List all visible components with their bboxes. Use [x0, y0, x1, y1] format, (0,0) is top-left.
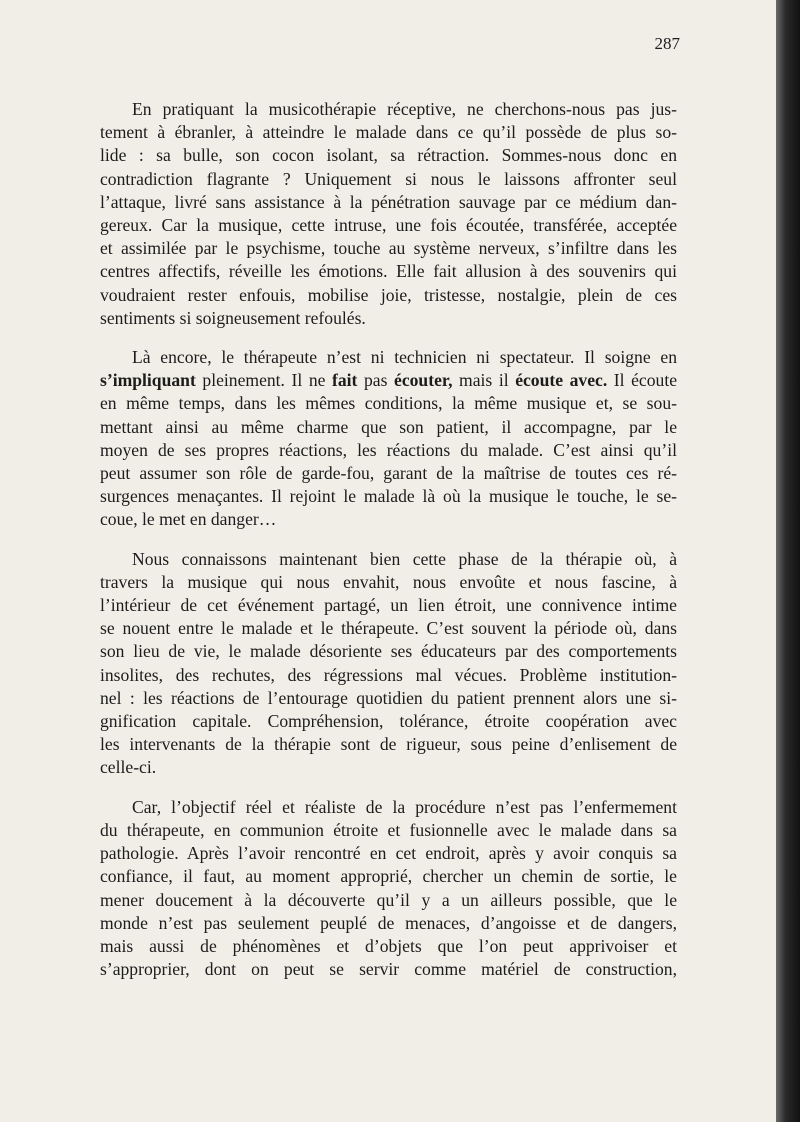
- text-line: mais aussi de phénomènes et d’objets que l’on peut apprivoiser et: [100, 935, 677, 956]
- text-line: Car, l’objectif réel et réaliste de la procédure n’est pas l’enfermement: [132, 796, 677, 817]
- text-line: surgences menaçantes. Il rejoint le malade là où la musique le touche, le se-: [100, 486, 677, 507]
- text-line: s’approprier, dont on peut se servir comme matériel de construction,: [100, 959, 677, 980]
- text-line: l’intérieur de cet événement partagé, un lien étroit, une connivence intime: [100, 595, 677, 616]
- text-fragment: pas: [357, 370, 395, 391]
- paragraph-3: [100, 548, 677, 780]
- emphasis-text: s’impliquant: [100, 370, 196, 391]
- text-line: monde n’est pas seulement peuplé de menaces, d’angoisse et de dangers,: [100, 912, 677, 933]
- paragraph-4: [100, 796, 677, 982]
- text-line: se nouent entre le malade et le thérapeute. C’est souvent la période où, dans: [100, 618, 677, 639]
- paragraph-2: [100, 346, 677, 532]
- text-line: nel : les réactions de l’entourage quotidien du patient prennent alors une si-: [100, 687, 677, 708]
- text-line: l’attaque, livré sans assistance à la pénétration sauvage par ce médium dan-: [100, 191, 677, 212]
- page-number: 287: [654, 34, 680, 53]
- text-line: tement à ébranler, à atteindre le malade dans ce qu’il possède de plus so-: [100, 122, 677, 143]
- text-line: peut assumer son rôle de garde-fou, garant de la maîtrise de toutes ces ré-: [100, 463, 677, 484]
- text-line: insolites, des rechutes, des régressions mal vécues. Problème institution-: [100, 664, 677, 685]
- text-line: moyen de ses propres réactions, les réactions du malade. C’est ainsi qu’il: [100, 439, 677, 460]
- emphasis-text: fait: [332, 370, 358, 391]
- text-line: lide : sa bulle, son cocon isolant, sa rétraction. Sommes-nous donc en: [100, 145, 677, 166]
- text-line: du thérapeute, en communion étroite et fusionnelle avec le malade dans sa: [100, 819, 677, 840]
- text-line: voudraient rester enfouis, mobilise joie, tristesse, nostalgie, plein de ces: [100, 284, 677, 305]
- text-line: centres affectifs, réveille les émotions. Elle fait allusion à des souvenirs qui: [100, 261, 677, 282]
- paragraph-1: [100, 98, 677, 330]
- text-line: en même temps, dans les mêmes conditions, la même musique et, se sou-: [100, 393, 677, 414]
- body-text: [100, 98, 677, 997]
- emphasis-text: écouter,: [394, 370, 453, 391]
- text-fragment: mais il: [452, 370, 516, 391]
- text-line: et assimilée par le psychisme, touche au système nerveux, s’infiltre dans les: [100, 238, 677, 259]
- page-edge-shadow: [776, 0, 800, 1122]
- text-line: gereux. Car la musique, cette intruse, une fois écoutée, transférée, acceptée: [100, 215, 677, 236]
- text-line: celle-ci.: [100, 757, 157, 778]
- text-line-with-emphasis: [100, 369, 677, 392]
- text-line: sentiments si soigneusement refoulés.: [100, 307, 366, 328]
- text-line: contradiction flagrante ? Uniquement si nous le laissons affronter seul: [100, 168, 677, 189]
- text-line: les intervenants de la thérapie sont de rigueur, sous peine d’enlisement de: [100, 734, 677, 755]
- text-fragment: pleinement. Il ne: [195, 370, 333, 391]
- text-line: son lieu de vie, le malade désoriente ses éducateurs par des comportements: [100, 641, 677, 662]
- text-line: gnification capitale. Compréhension, tolérance, étroite coopération avec: [100, 711, 677, 732]
- text-line: confiance, il faut, au moment approprié, chercher un chemin de sortie, le: [100, 866, 677, 887]
- emphasis-text: écoute avec.: [515, 370, 608, 391]
- text-line: En pratiquant la musicothérapie réceptive, ne cherchons-nous pas jus-: [132, 99, 677, 119]
- text-line: coue, le met en danger…: [100, 509, 277, 530]
- text-line: mener doucement à la découverte qu’il y a un ailleurs possible, que le: [100, 889, 677, 910]
- text-line: Là encore, le thérapeute n’est ni technicien ni spectateur. Il soigne en: [132, 347, 677, 368]
- text-line: Nous connaissons maintenant bien cette phase de la thérapie où, à: [132, 548, 677, 569]
- text-fragment: Il écoute: [607, 370, 678, 391]
- text-line: mettant ainsi au même charme que son patient, il accompagne, par le: [100, 416, 677, 437]
- text-line: pathologie. Après l’avoir rencontré en cet endroit, après y avoir conquis sa: [100, 843, 677, 864]
- text-line: travers la musique qui nous envahit, nous envoûte et nous fascine, à: [100, 571, 677, 592]
